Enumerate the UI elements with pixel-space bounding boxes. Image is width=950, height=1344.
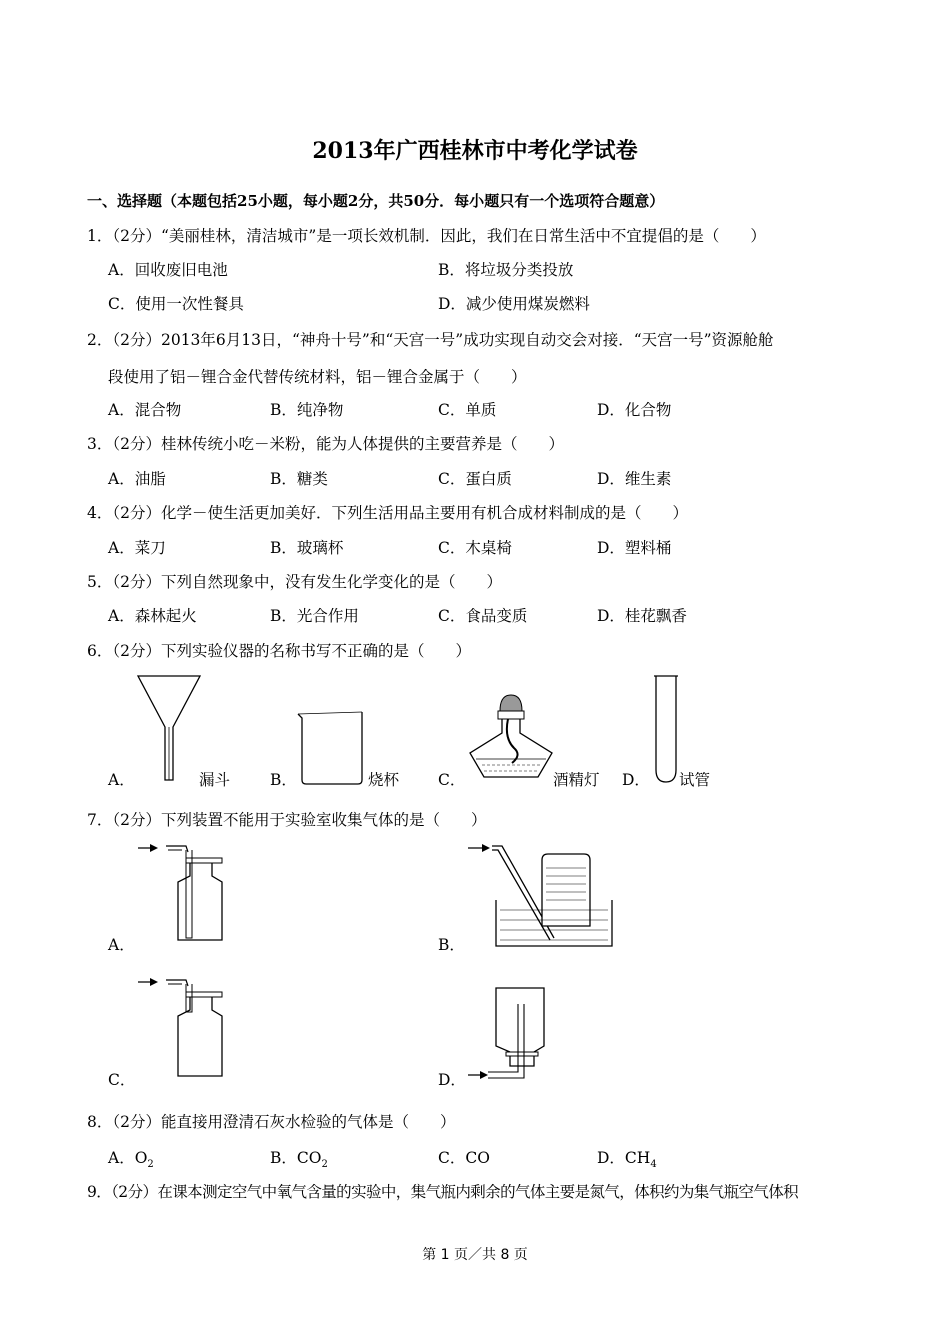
q2-option-c: C．单质 (438, 401, 497, 419)
alcohol-lamp-diagram (466, 693, 556, 783)
q6-option-d: D． (622, 771, 650, 789)
q8-option-a: A．$O_2$ (108, 1149, 154, 1171)
q6-label-lamp: 酒精灯 (553, 771, 600, 789)
question-2: 2．（2分）2013年6月13日，“神舟十号”和“天宫一号”成功实现自动交会对接．“天宫一号”资源舱舱 (87, 331, 774, 349)
q1-option-c: C．使用一次性餐具 (108, 295, 244, 313)
q1-option-b: B．将垃圾分类投放 (438, 261, 574, 279)
question-3: 3．（2分）桂林传统小吃－米粉，能为人体提供的主要营养是（ ） (87, 435, 564, 453)
q3-option-b: B．糖类 (270, 470, 328, 488)
q1-option-d: D．减少使用煤炭燃料 (438, 295, 590, 313)
q4-option-d: D．塑料桶 (597, 539, 672, 557)
question-2-line-2: 段使用了铝－锂合金代替传统材料，铝－锂合金属于（ ） (108, 368, 527, 386)
q3-option-a: A．油脂 (108, 470, 166, 488)
q6-label-funnel: 漏斗 (199, 771, 231, 789)
q6-option-c: C． (438, 771, 466, 789)
q5-option-c: C．食品变质 (438, 607, 528, 625)
q2-option-d: D．化合物 (597, 401, 672, 419)
section-heading: 一、选择题（本题包括25小题，每小题2分，共50分．每小题只有一个选项符合题意） (87, 192, 665, 210)
q7-option-c: C． (108, 1071, 136, 1089)
q6-label-tube: 试管 (679, 771, 711, 789)
question-5: 5．（2分）下列自然现象中，没有发生化学变化的是（ ） (87, 573, 502, 591)
q6-option-b: B． (270, 771, 297, 789)
funnel-diagram (136, 672, 206, 784)
q8-option-d: D．$CH_4$ (597, 1149, 657, 1171)
q5-option-a: A．森林起火 (108, 607, 197, 625)
q2-option-b: B．纯净物 (270, 401, 344, 419)
q8-option-c: C．CO (438, 1149, 490, 1167)
q8-option-b: B．$CO_2$ (270, 1149, 328, 1171)
inverted-bottle-d-diagram (466, 984, 550, 1084)
q7-option-d: D． (438, 1071, 466, 1089)
beaker-diagram (296, 708, 368, 786)
question-9: 9．（2分）在课本测定空气中氧气含量的实验中，集气瓶内剩余的气体主要是氮气，体积约为集气瓶空气体积 (87, 1183, 799, 1201)
question-6: 6．（2分）下列实验仪器的名称书写不正确的是（ ） (87, 642, 471, 660)
question-8: 8．（2分）能直接用澄清石灰水检验的气体是（ ） (87, 1113, 456, 1131)
q6-option-a: A． (108, 771, 135, 789)
q2-option-a: A．混合物 (108, 401, 182, 419)
q5-option-d: D．桂花飘香 (597, 607, 687, 625)
test-tube-diagram (652, 674, 680, 784)
page-title: 2013年广西桂林市中考化学试卷 (312, 138, 638, 164)
page-footer: 第 1 页／共 8 页 (422, 1247, 528, 1263)
q3-option-d: D．维生素 (597, 470, 672, 488)
question-4: 4．（2分）化学－使生活更加美好．下列生活用品主要用有机合成材料制成的是（ ） (87, 504, 688, 522)
q4-option-b: B．玻璃杯 (270, 539, 344, 557)
question-1: 1．（2分）“美丽桂林，清洁城市”是一项长效机制．因此，我们在日常生活中不宜提倡的是（ ） (87, 227, 766, 245)
gas-bottle-a-diagram (136, 838, 230, 946)
q4-option-c: C．木桌椅 (438, 539, 512, 557)
q7-option-a: A． (108, 936, 135, 954)
q5-option-b: B．光合作用 (270, 607, 359, 625)
q1-option-a: A．回收废旧电池 (108, 261, 228, 279)
water-trough-b-diagram (466, 838, 614, 950)
question-7: 7．（2分）下列装置不能用于实验室收集气体的是（ ） (87, 811, 487, 829)
gas-bottle-c-diagram (136, 972, 230, 1080)
q7-option-b: B． (438, 936, 465, 954)
q3-option-c: C．蛋白质 (438, 470, 512, 488)
q4-option-a: A．菜刀 (108, 539, 166, 557)
q6-label-beaker: 烧杯 (368, 771, 400, 789)
